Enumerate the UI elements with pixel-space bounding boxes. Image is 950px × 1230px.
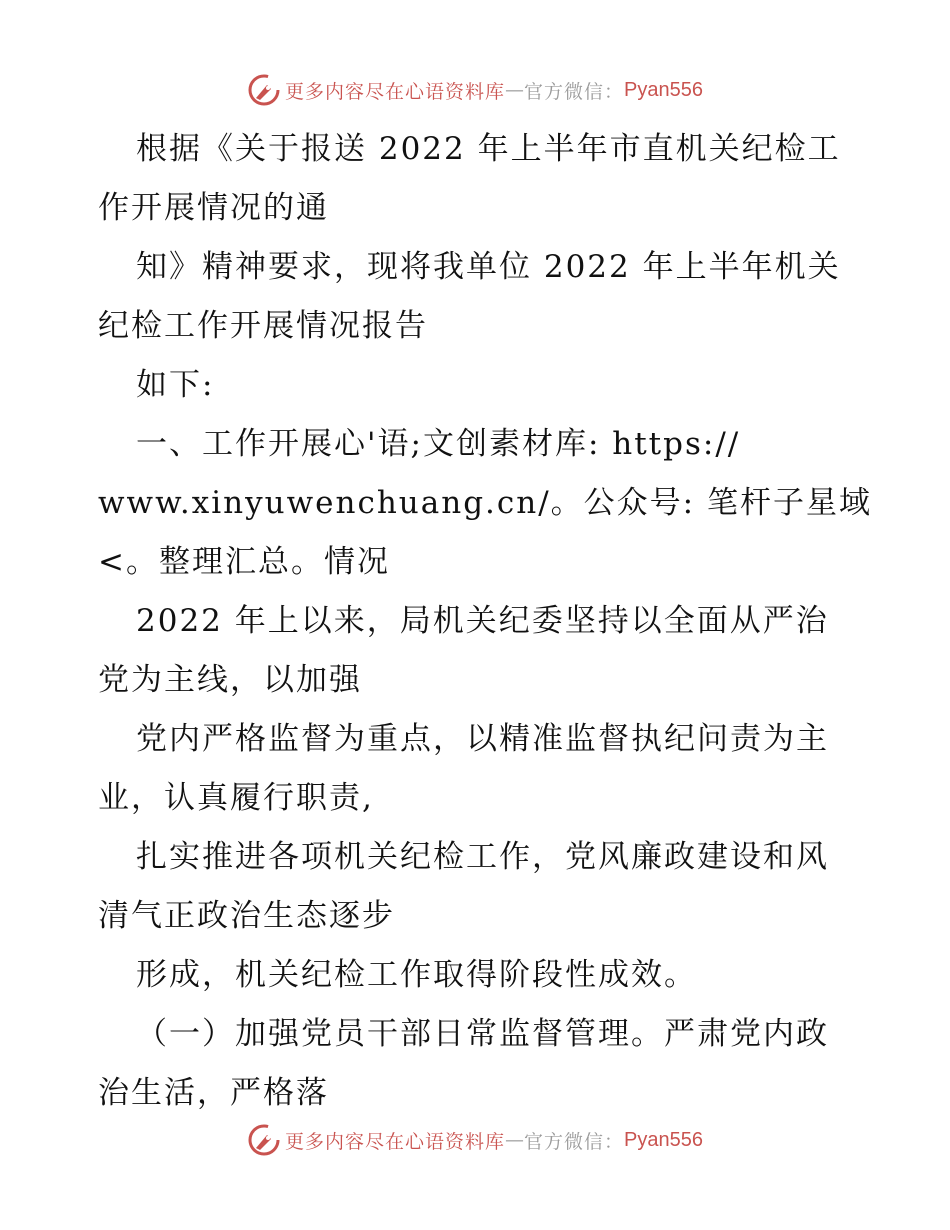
text-line: 如下: xyxy=(136,367,215,403)
watermark-official-text: 官方微信： xyxy=(524,80,625,103)
watermark-dash: — xyxy=(505,79,525,101)
text-line: 根据《关于报送 2022 年上半年市直机关纪检工 xyxy=(136,131,841,167)
text-line: 2022 年上以来，局机关纪委坚持以全面从严治 xyxy=(136,603,829,639)
watermark-official-text: 官方微信： xyxy=(524,1130,625,1153)
text-line: 作开展情况的通 xyxy=(98,190,329,226)
text-line: 纪检工作开展情况报告 xyxy=(98,308,428,344)
text-line: 清气正政治生态逐步 xyxy=(98,898,395,934)
text-line: 扎实推进各项机关纪检工作，党风廉政建设和风 xyxy=(136,839,829,875)
watermark-brand-text: 更多内容尽在心语资料库 xyxy=(285,1130,506,1153)
text-line: 业，认真履行职责, xyxy=(98,780,374,816)
watermark-wechat-id: Pyan556 xyxy=(624,78,703,101)
header-watermark xyxy=(0,70,950,110)
pen-nib-logo-icon xyxy=(247,73,281,107)
text-line: 治生活，严格落 xyxy=(98,1075,329,1111)
text-line: 知》精神要求，现将我单位 2022 年上半年机关 xyxy=(136,249,841,285)
footer-watermark xyxy=(0,1120,950,1160)
text-line: 一、工作开展心'语;文创素材库: https:// xyxy=(136,426,741,462)
text-line: 党内严格监督为重点，以精准监督执纪问责为主 xyxy=(136,721,829,757)
watermark-brand-text: 更多内容尽在心语资料库 xyxy=(285,80,506,103)
text-line: （一）加强党员干部日常监督管理。严肃党内政 xyxy=(136,1016,829,1052)
text-line: www.xinyuwenchuang.cn/。公众号: 笔杆子星域 xyxy=(98,485,872,521)
text-line: 党为主线，以加强 xyxy=(98,662,362,698)
text-line: 形成，机关纪检工作取得阶段性成效。 xyxy=(136,957,697,993)
watermark-dash: — xyxy=(505,1129,525,1151)
text-line: <。整理汇总。情况 xyxy=(98,544,390,580)
document-body xyxy=(98,120,872,1123)
watermark-wechat-id: Pyan556 xyxy=(624,1128,703,1151)
pen-nib-logo-icon xyxy=(247,1123,281,1157)
